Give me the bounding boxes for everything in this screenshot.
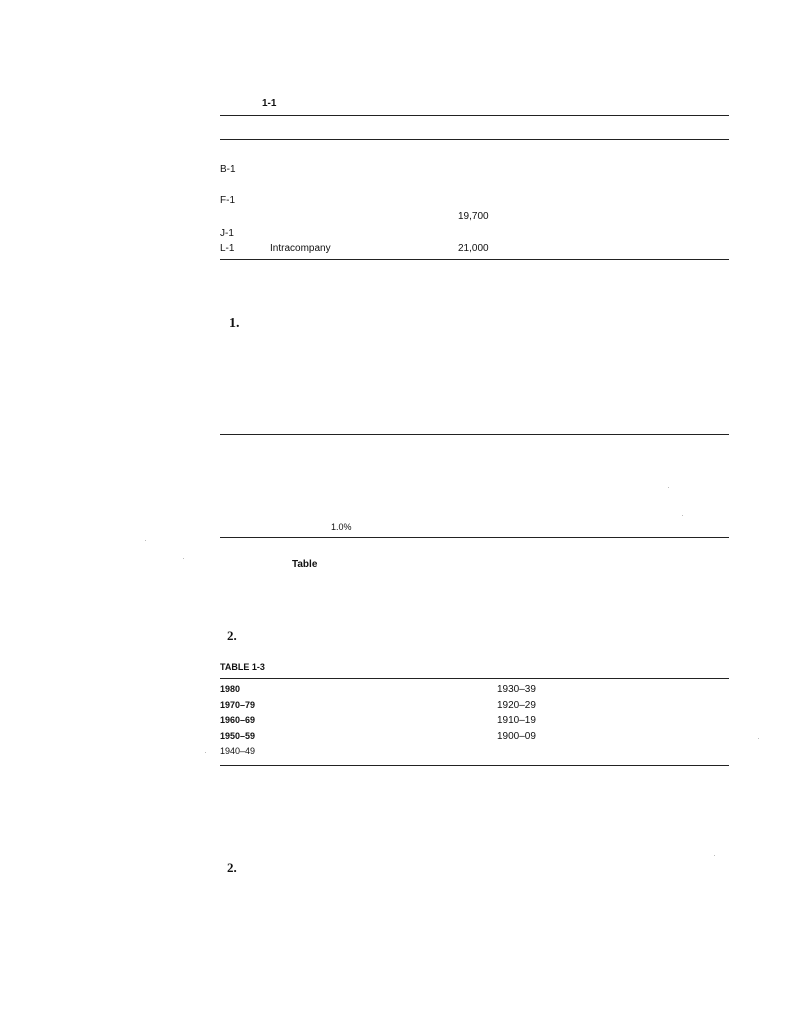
table-1-1-top-rule (220, 115, 729, 116)
row-label-intracompany: Intracompany (270, 243, 331, 254)
section-2b-number: 2. (227, 860, 237, 875)
table-1-3-left-3: 1950–59 (220, 731, 256, 741)
scan-speck (183, 558, 184, 559)
row-code-j1: J-1 (220, 228, 234, 239)
table-1-3-right-2: 1910–19 (497, 715, 536, 726)
scan-speck (758, 738, 759, 739)
table-1-3-left-1: 1970–79 (220, 700, 256, 710)
table-reference: Table (292, 559, 318, 570)
row-code-f1: F-1 (220, 195, 235, 206)
table-1-3-left-0: 1980 (220, 684, 241, 694)
section-2a-number: 2. (227, 628, 237, 643)
mid-table-value: 1.0% (331, 522, 352, 532)
scan-speck (682, 515, 683, 516)
mid-rule-1 (220, 434, 729, 435)
table-1-3-bottom-rule (220, 765, 729, 766)
table-1-3-left-2: 1960–69 (220, 715, 256, 725)
table-1-3-right-1: 1920–29 (497, 700, 536, 711)
scan-speck (145, 540, 146, 541)
table-1-1-bottom-rule (220, 259, 729, 260)
table-1-3-right-0: 1930–39 (497, 684, 536, 695)
table-1-3-left-4: 1940–49 (220, 746, 256, 756)
table-1-3-top-rule (220, 678, 729, 679)
scan-speck (714, 855, 715, 856)
table-1-1-title: 1-1 (262, 98, 277, 109)
scan-speck (668, 487, 669, 488)
scan-speck (205, 752, 206, 753)
mid-rule-2 (220, 537, 729, 538)
table-1-3-right-3: 1900–09 (497, 731, 536, 742)
row-code-l1: L-1 (220, 243, 235, 254)
row-value-21000: 21,000 (458, 243, 489, 254)
table-1-1-header-rule (220, 139, 729, 140)
row-code-b1: B-1 (220, 164, 236, 175)
section-1-number: 1. (229, 316, 240, 331)
table-1-3-title: TABLE 1-3 (220, 662, 265, 672)
row-value-19700: 19,700 (458, 211, 489, 222)
